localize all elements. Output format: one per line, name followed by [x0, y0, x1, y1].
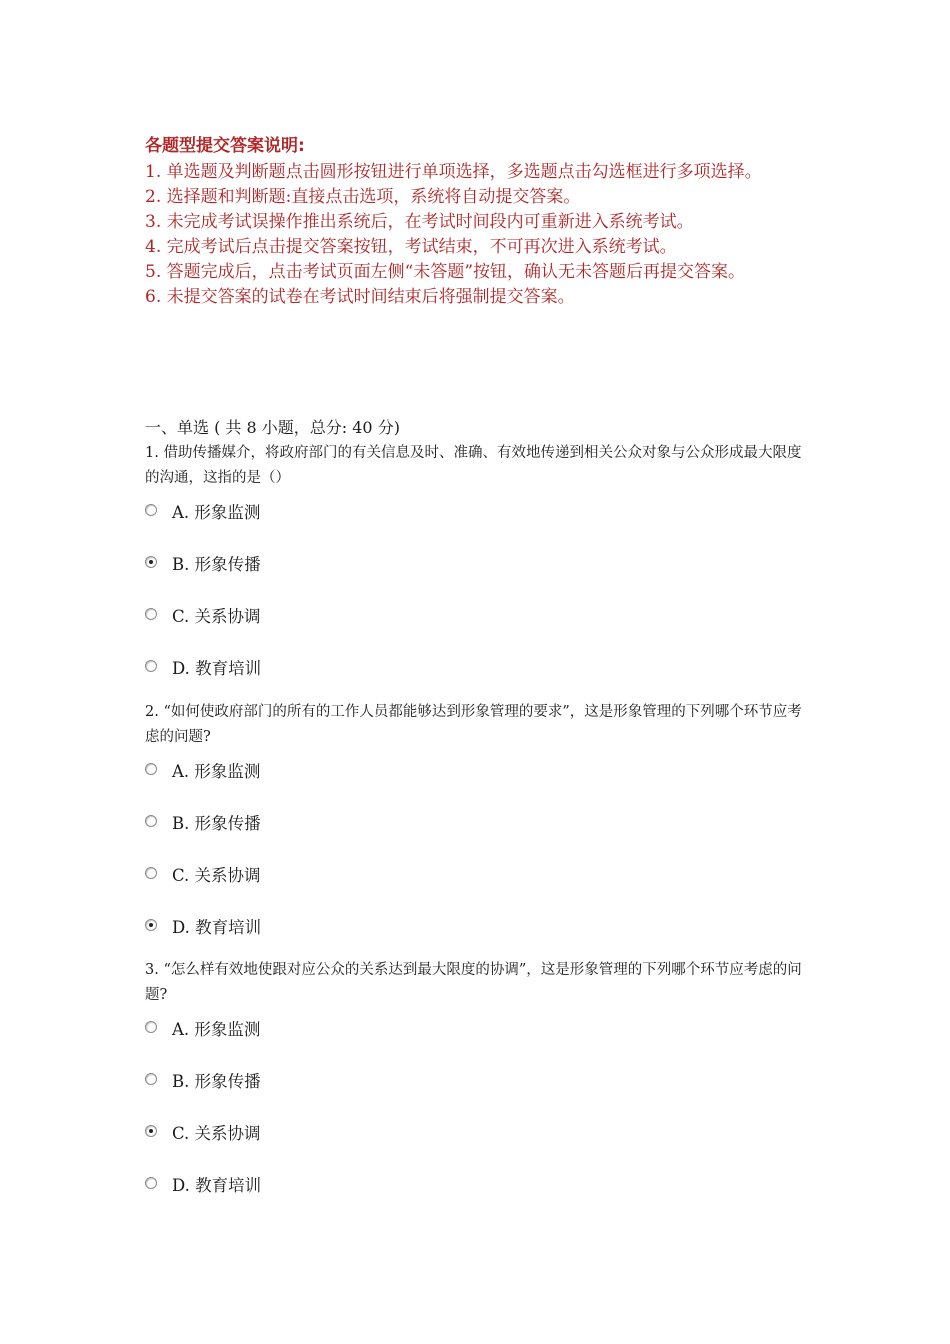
question-2 [145, 700, 815, 969]
option-b[interactable] [145, 1071, 815, 1123]
option-label: D. 教育培训 [172, 918, 262, 937]
radio-button[interactable] [145, 919, 157, 931]
instruction-item-6: 6. 未提交答案的试卷在考试时间结束后将强制提交答案。 [145, 287, 575, 307]
option-label: A. 形象监测 [172, 1020, 261, 1039]
radio-button[interactable] [145, 1073, 157, 1085]
instruction-item-3: 3. 未完成考试误操作推出系统后，在考试时间段内可重新进入系统考试。 [145, 212, 694, 232]
instructions-block [145, 134, 805, 310]
radio-button[interactable] [145, 1125, 157, 1137]
option-c[interactable] [145, 1123, 815, 1175]
radio-button[interactable] [145, 556, 157, 568]
question-1 [145, 441, 815, 710]
option-label: A. 形象监测 [172, 762, 261, 781]
option-label: B. 形象传播 [172, 1072, 261, 1091]
radio-button[interactable] [145, 660, 157, 672]
radio-button[interactable] [145, 1021, 157, 1033]
instruction-item-1: 1. 单选题及判断题点击圆形按钮进行单项选择，多选题点击勾选框进行多项选择。 [145, 162, 762, 182]
option-label: C. 关系协调 [172, 1124, 261, 1143]
option-label: D. 教育培训 [172, 1176, 262, 1195]
radio-button[interactable] [145, 763, 157, 775]
question-text: 2. “如何使政府部门的所有的工作人员都能够达到形象管理的要求”，这是形象管理的下列哪个环节应考虑的问题? [145, 704, 802, 745]
option-label: D. 教育培训 [172, 659, 262, 678]
option-label: B. 形象传播 [172, 814, 261, 833]
instruction-item-4: 4. 完成考试后点击提交答案按钮，考试结束，不可再次进入系统考试。 [145, 237, 677, 257]
option-c[interactable] [145, 606, 815, 658]
option-a[interactable] [145, 502, 815, 554]
option-label: A. 形象监测 [172, 503, 261, 522]
option-b[interactable] [145, 813, 815, 865]
option-c[interactable] [145, 865, 815, 917]
option-a[interactable] [145, 1019, 815, 1071]
instruction-item-2: 2. 选择题和判断题:直接点击选项，系统将自动提交答案。 [145, 187, 581, 207]
instructions-title: 各题型提交答案说明: [145, 136, 305, 156]
instruction-item-5: 5. 答题完成后，点击考试页面左侧“未答题”按钮，确认无未答题后再提交答案。 [145, 262, 746, 282]
radio-button[interactable] [145, 608, 157, 620]
question-3 [145, 958, 815, 1227]
question-text: 3. “怎么样有效地使跟对应公众的关系达到最大限度的协调”，这是形象管理的下列哪个环节应考虑的问题? [145, 962, 802, 1003]
option-b[interactable] [145, 554, 815, 606]
radio-button[interactable] [145, 815, 157, 827]
option-label: C. 关系协调 [172, 607, 261, 626]
option-label: B. 形象传播 [172, 555, 261, 574]
radio-button[interactable] [145, 1177, 157, 1189]
question-text: 1. 借助传播媒介，将政府部门的有关信息及时、准确、有效地传递到相关公众对象与公众形成最大限度的沟通，这指的是（） [145, 445, 802, 486]
option-label: C. 关系协调 [172, 866, 261, 885]
option-a[interactable] [145, 761, 815, 813]
section-title: 一、单选 ( 共 8 小题，总分: 40 分) [145, 418, 400, 437]
option-d[interactable] [145, 1175, 815, 1227]
radio-button[interactable] [145, 867, 157, 879]
radio-button[interactable] [145, 504, 157, 516]
